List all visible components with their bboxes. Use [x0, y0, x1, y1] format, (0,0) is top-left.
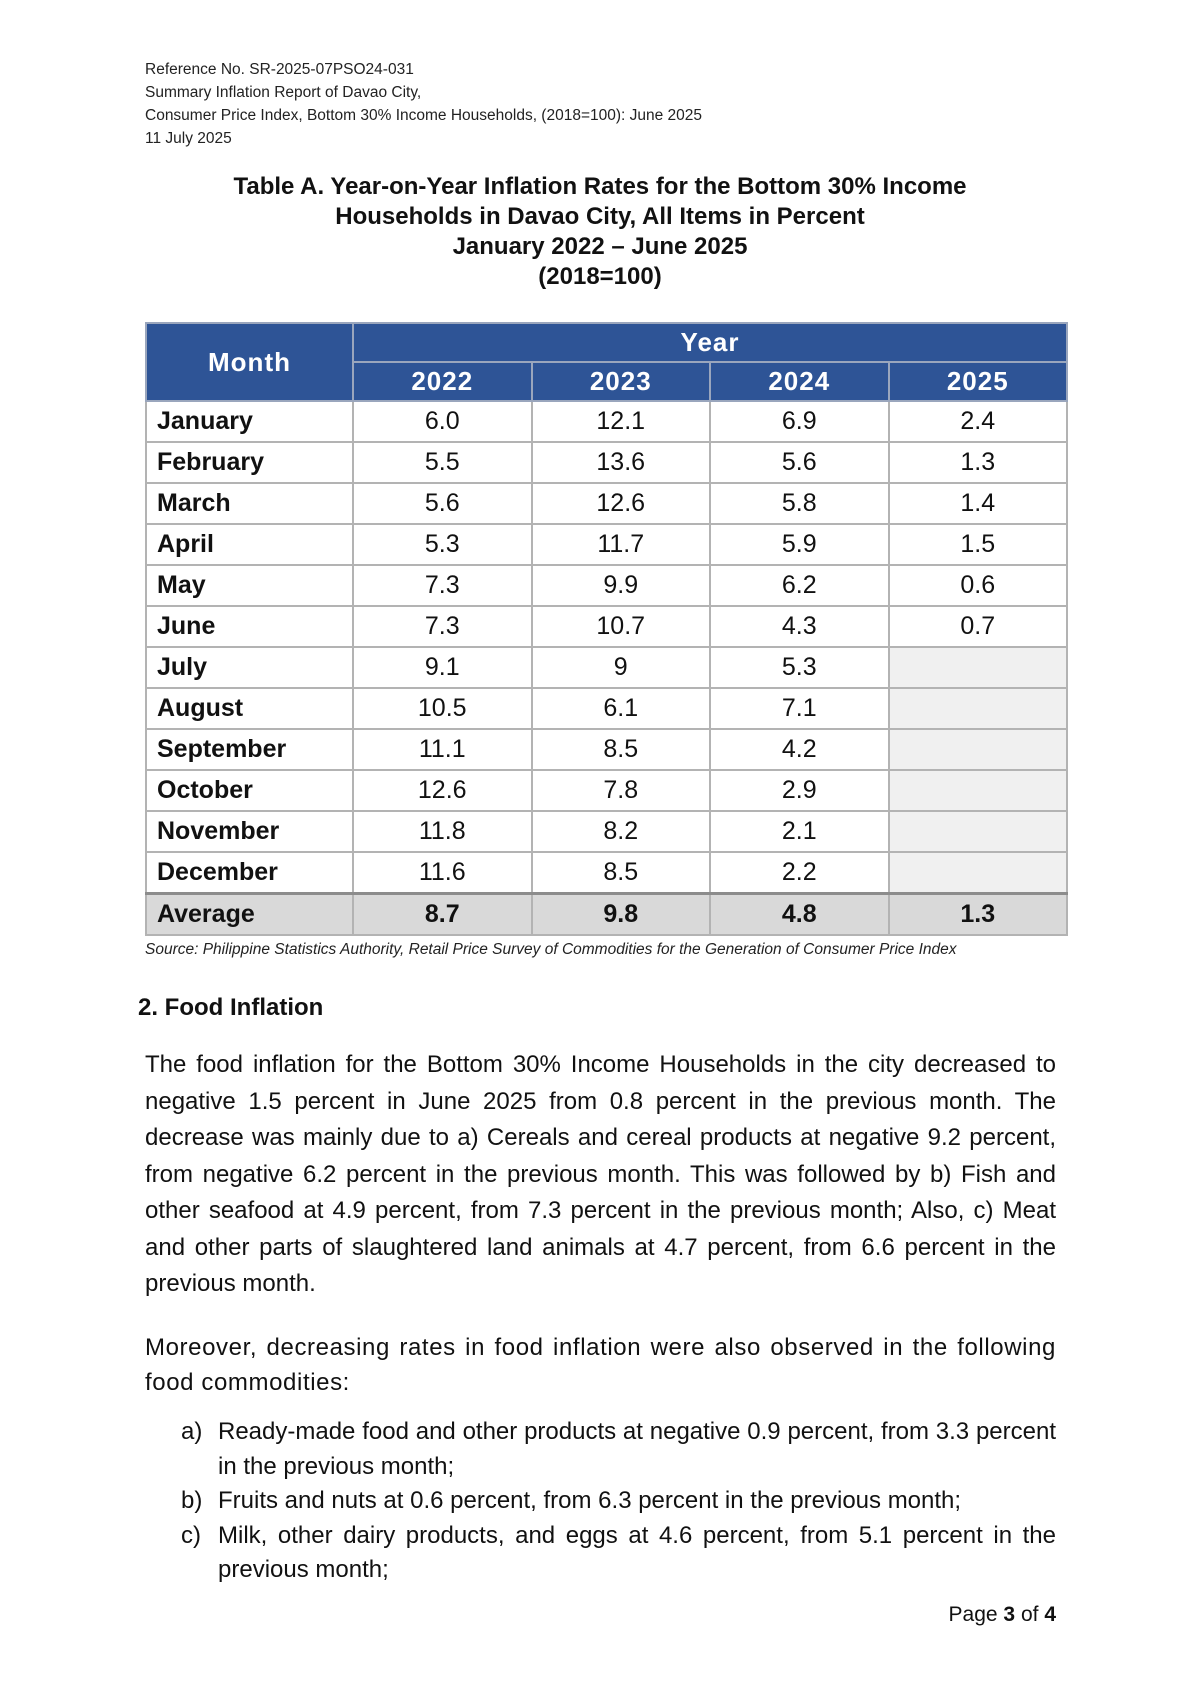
value-cell: 12.1 [532, 401, 711, 442]
month-cell: May [146, 565, 353, 606]
month-cell: October [146, 770, 353, 811]
value-cell: 5.6 [353, 483, 532, 524]
value-cell: 5.5 [353, 442, 532, 483]
table-row [146, 811, 1067, 852]
value-cell: 8.5 [532, 729, 711, 770]
year-group-header: Year [353, 323, 1067, 362]
value-cell: 0.7 [889, 606, 1068, 647]
value-cell: 12.6 [532, 483, 711, 524]
table-row [146, 729, 1067, 770]
value-cell: 1.3 [889, 442, 1068, 483]
value-cell: 1.5 [889, 524, 1068, 565]
value-cell: 6.9 [710, 401, 889, 442]
value-cell [889, 852, 1068, 894]
value-cell [889, 688, 1068, 729]
year-column-header: 2024 [710, 362, 889, 401]
value-cell: 11.7 [532, 524, 711, 565]
list-item [181, 1484, 1056, 1519]
value-cell: 1.4 [889, 483, 1068, 524]
value-cell: 6.2 [710, 565, 889, 606]
table-row [146, 852, 1067, 894]
month-cell: September [146, 729, 353, 770]
page-label: Page [948, 1603, 998, 1626]
value-cell: 7.3 [353, 565, 532, 606]
section-heading: 2. Food Inflation [138, 994, 324, 1021]
table-title [145, 172, 1055, 292]
list-item-text: Ready-made food and other products at negative 0.9 percent, from 3.3 percent in the previous month; [218, 1418, 1056, 1480]
value-cell: 2.9 [710, 770, 889, 811]
average-label: Average [146, 894, 353, 936]
value-cell: 11.1 [353, 729, 532, 770]
report-date: 11 July 2025 [145, 130, 232, 147]
value-cell: 12.6 [353, 770, 532, 811]
list-item-label: b) [181, 1487, 203, 1514]
month-cell: November [146, 811, 353, 852]
year-column-header: 2023 [532, 362, 711, 401]
value-cell: 2.2 [710, 852, 889, 894]
average-value-cell: 4.8 [710, 894, 889, 936]
table-title-line: January 2022 – June 2025 [452, 233, 748, 260]
list-item-label: c) [181, 1521, 201, 1549]
value-cell: 10.7 [532, 606, 711, 647]
paragraph: The food inflation for the Bottom 30% Income Households in the city decreased to negative 1.5 percent in June 2025 from 0.8 percent in the previous month. The decrease was mainly due to a) Cereals and cereal products at negative 9.2 percent, from negative 6.2 percent in the previous month. This was followed by b) Fish and other seafood at 4.9 percent, from 7.3 percent in the previous month; Also, c) Meat and other parts of slaughtered land animals at 4.7 percent, from 6.6 percent in the previous month. [145, 1051, 1056, 1297]
list-item-label: a) [181, 1418, 203, 1445]
value-cell: 13.6 [532, 442, 711, 483]
month-cell: August [146, 688, 353, 729]
month-cell: February [146, 442, 353, 483]
value-cell: 4.3 [710, 606, 889, 647]
page-current: 3 [1003, 1603, 1016, 1626]
report-subtitle: Consumer Price Index, Bottom 30% Income Households, (2018=100): June 2025 [145, 107, 703, 124]
average-value-cell: 9.8 [532, 894, 711, 936]
value-cell: 5.9 [710, 524, 889, 565]
year-column-header: 2025 [889, 362, 1068, 401]
month-cell: June [146, 606, 353, 647]
value-cell: 7.1 [710, 688, 889, 729]
average-row [146, 894, 1067, 936]
value-cell: 8.5 [532, 852, 711, 894]
list-item [181, 1415, 1056, 1484]
value-cell [889, 647, 1068, 688]
value-cell: 4.2 [710, 729, 889, 770]
table-row [146, 606, 1067, 647]
value-cell: 11.6 [353, 852, 532, 894]
report-title: Summary Inflation Report of Davao City, [145, 84, 422, 101]
value-cell: 2.4 [889, 401, 1068, 442]
table-row [146, 770, 1067, 811]
value-cell: 11.8 [353, 811, 532, 852]
report-header [145, 58, 702, 150]
average-value-cell: 1.3 [889, 894, 1068, 936]
value-cell: 0.6 [889, 565, 1068, 606]
page-number [949, 1603, 1056, 1627]
month-cell: July [146, 647, 353, 688]
month-cell: April [146, 524, 353, 565]
inflation-table [145, 322, 1068, 936]
table-source-note: Source: Philippine Statistics Authority, Retail Price Survey of Commodities for the Generation of Consumer Price Index [145, 941, 957, 958]
table-row [146, 647, 1067, 688]
month-column-header: Month [146, 323, 353, 401]
table-row [146, 565, 1067, 606]
table-title-line: Households in Davao City, All Items in Percent [335, 203, 865, 230]
value-cell: 8.2 [532, 811, 711, 852]
value-cell: 9 [532, 647, 711, 688]
value-cell: 6.0 [353, 401, 532, 442]
table-row [146, 483, 1067, 524]
month-cell: January [146, 401, 353, 442]
value-cell [889, 729, 1068, 770]
table-row [146, 688, 1067, 729]
table-title-line: (2018=100) [538, 263, 662, 290]
value-cell: 10.5 [353, 688, 532, 729]
reference-number: Reference No. SR-2025-07PSO24-031 [145, 61, 414, 78]
page-total: 4 [1044, 1603, 1056, 1626]
value-cell: 7.3 [353, 606, 532, 647]
value-cell [889, 770, 1068, 811]
table-row [146, 524, 1067, 565]
table-row [146, 442, 1067, 483]
page-of: of [1020, 1603, 1039, 1626]
paragraph: Moreover, decreasing rates in food inflation were also observed in the following food commodities: [145, 1334, 1056, 1396]
value-cell: 7.8 [532, 770, 711, 811]
list-item-text: Fruits and nuts at 0.6 percent, from 6.3 percent in the previous month; [218, 1487, 962, 1514]
commodity-list [181, 1415, 1056, 1588]
value-cell: 5.8 [710, 483, 889, 524]
value-cell: 9.9 [532, 565, 711, 606]
value-cell: 2.1 [710, 811, 889, 852]
list-item [181, 1519, 1056, 1588]
value-cell: 5.3 [710, 647, 889, 688]
year-column-header: 2022 [353, 362, 532, 401]
month-cell: December [146, 852, 353, 894]
month-cell: March [146, 483, 353, 524]
value-cell: 6.1 [532, 688, 711, 729]
value-cell: 5.3 [353, 524, 532, 565]
table-title-line: Table A. Year-on-Year Inflation Rates for the Bottom 30% Income [233, 173, 967, 200]
value-cell [889, 811, 1068, 852]
value-cell: 5.6 [710, 442, 889, 483]
average-value-cell: 8.7 [353, 894, 532, 936]
list-item-text: Milk, other dairy products, and eggs at 4.6 percent, from 5.1 percent in the previous month; [218, 1521, 1056, 1583]
value-cell: 9.1 [353, 647, 532, 688]
table-row [146, 401, 1067, 442]
